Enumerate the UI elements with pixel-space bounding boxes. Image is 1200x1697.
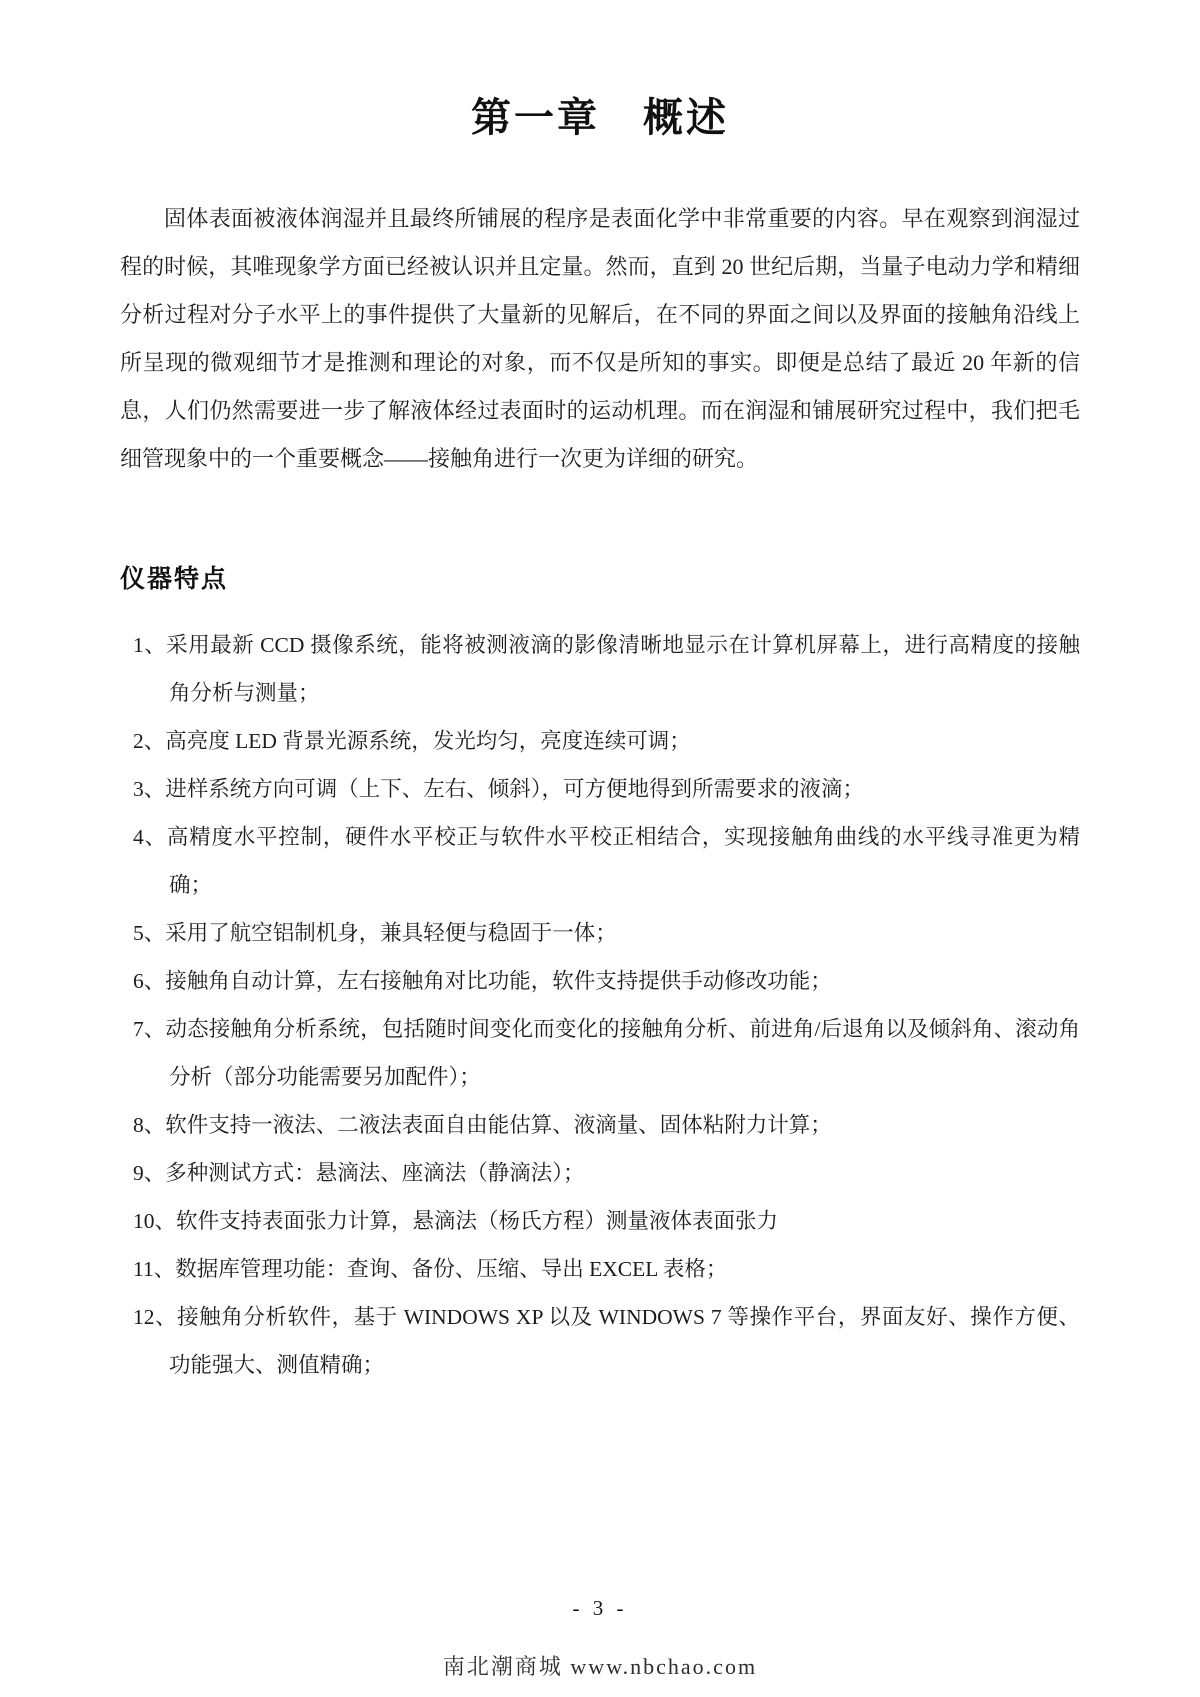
feature-item-1: 1、采用最新 CCD 摄像系统，能将被测液滴的影像清晰地显示在计算机屏幕上，进行高精度的接触角分析与测量； [133,633,1080,705]
feature-item-12: 12、接触角分析软件，基于 WINDOWS XP 以及 WINDOWS 7 等操作平台，界面友好、操作方便、功能强大、测值精确； [133,1305,1080,1377]
feature-item-2: 2、高亮度 LED 背景光源系统，发光均匀，亮度连续可调； [133,729,691,753]
feature-item-10: 10、软件支持表面张力计算，悬滴法（杨氏方程）测量液体表面张力 [133,1209,779,1233]
feature-item-9: 9、多种测试方式：悬滴法、座滴法（静滴法）； [133,1161,585,1185]
section-heading-instrument-features: 仪器特点 [120,565,229,593]
site-footer: 南北潮商城 www.nbchao.com [442,1654,758,1679]
page-number: - 3 - [572,1596,628,1620]
chapter-title: 第一章 概述 [471,95,729,140]
feature-item-11: 11、数据库管理功能：查询、备份、压缩、导出 EXCEL 表格； [133,1257,728,1281]
feature-item-3: 3、进样系统方向可调（上下、左右、倾斜），可方便地得到所需要求的液滴； [133,777,865,801]
intro-paragraph: 固体表面被液体润湿并且最终所铺展的程序是表面化学中非常重要的内容。早在观察到润湿过程的时候，其唯现象学方面已经被认识并且定量。然而，直到 20 世纪后期，当量子电动力学和精细分析过程对分子水平上的事件提供了大量新的见解后，在不同的界面之间以及界面的接触角沿线上所呈现的微观细节才是推测和理论的对象，而不仅是所知的事实。即便是总结了最近 20 年新的信息，人们仍然需要进一步了解液体经过表面时的运动机理。而在润湿和铺展研究过程中，我们把毛细管现象中的一个重要概念——接触角进行一次更为详细的研究。 [120,206,1080,471]
feature-item-6: 6、接触角自动计算，左右接触角对比功能，软件支持提供手动修改功能； [133,969,832,993]
feature-item-5: 5、采用了航空铝制机身，兼具轻便与稳固于一体； [133,921,617,945]
feature-list [120,621,1080,1389]
feature-item-8: 8、软件支持一液法、二液法表面自由能估算、液滴量、固体粘附力计算； [133,1113,832,1137]
feature-item-7: 7、动态接触角分析系统，包括随时间变化而变化的接触角分析、前进角/后退角以及倾斜角、滚动角分析（部分功能需要另加配件）； [133,1017,1080,1089]
feature-item-4: 4、高精度水平控制，硬件水平校正与软件水平校正相结合，实现接触角曲线的水平线寻准更为精确； [133,825,1080,897]
